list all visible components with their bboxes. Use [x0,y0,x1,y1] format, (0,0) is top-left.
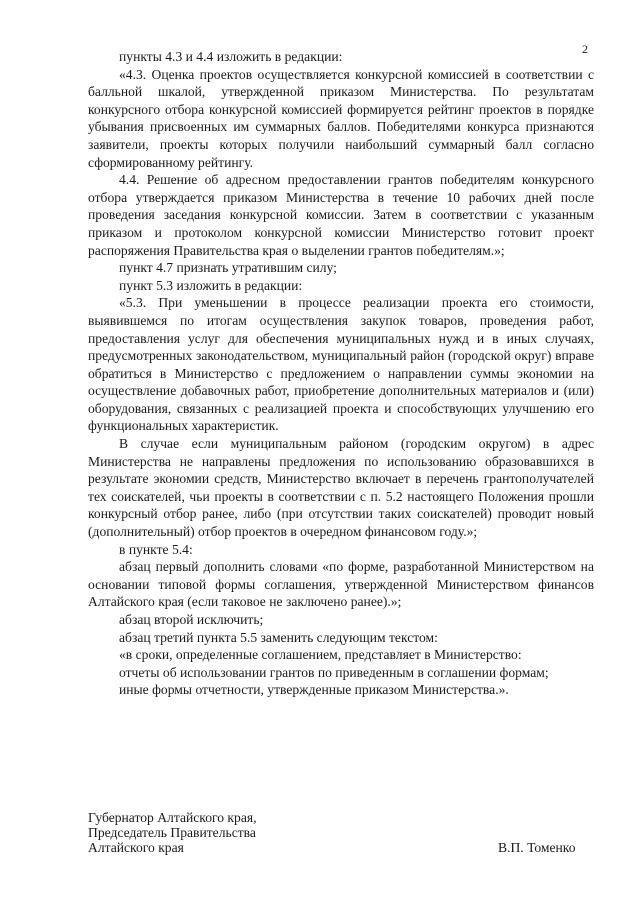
paragraph: «4.3. Оценка проектов осуществляется конкурсной комиссией в соответствии с балльной шкалой, утвержденной приказом Министерства. По результатам конкурсного отбора конкурсной комиссией формируется рейтинг проектов в порядке убывания присвоенных им суммарных баллов. Победителями конкурса признаются заявители, проекты которых получили наибольший суммарный балл согласно сформированному рейтингу. [88,66,594,170]
paragraph: отчеты об использовании грантов по приведенным в соглашении формам; [119,664,549,680]
paragraph: абзац третий пункта 5.5 заменить следующим текстом: [119,629,438,645]
paragraph: в пункте 5.4: [119,541,193,557]
signature-title-line: Алтайского края [88,840,184,855]
paragraph: «5.3. При уменьшении в процессе реализации проекта его стоимости, выявившемся по итогам осуществления закупок товаров, проведения работ, предоставления услуг для обеспечения муниципальных нужд и в иных случаях, предусмотренных законодательством, муниципальный район (городской округ) вправе обратиться в Министерство с предложением о направлении суммы экономии на осуществление добавочных работ, приобретение дополнительных материалов и (или) оборудования, связанных с реализацией проекта и способствующих улучшению его функциональных характеристик. [88,295,594,434]
signature-title-block [88,810,257,855]
document-body [88,48,594,699]
paragraph: пункт 5.3 изложить в редакции: [119,277,303,293]
paragraph: абзац первый дополнить словами «по форме, разработанной Министерством на основании типовой формы соглашения, утвержденной Министерством финансов Алтайского края (если таковое не заключено ранее).»; [88,559,594,610]
paragraph: пункты 4.3 и 4.4 изложить в редакции: [119,49,343,64]
signature-title-line: Председатель Правительства [88,825,256,840]
paragraph: «в сроки, определенные соглашением, представляет в Министерство: [119,647,522,663]
paragraph: пункт 4.7 признать утратившим силу; [119,260,337,276]
paragraph: абзац второй исключить; [119,612,264,627]
page-number: 2 [582,42,588,56]
paragraph: В случае если муниципальным районом (городским округом) в адрес Министерства не направлены предложения по использованию образовавшихся в результате экономии средств, Министерство включает в перечень грантополучателей тех соискателей, чьи проекты в соответствии с п. 5.2 настоящего Положения прошли конкурсный отбор ранее, либо (при отсутствии таких соискателей) проводит новый (дополнительный) отбор проектов в очередном финансовом году.»; [88,436,594,540]
paragraph: иные формы отчетности, утвержденные приказом Министерства.». [119,682,509,698]
paragraph: 4.4. Решение об адресном предоставлении грантов победителям конкурсного отбора утверждается приказом Министерства в течение 10 рабочих дней после проведения заседания конкурсной комиссии. Затем в соответствии с указанным приказом и протоколом конкурсной комиссии Министерство готовит проект распоряжения Правительства края о выделении грантов победителям.»; [88,172,594,258]
signatory-name: В.П. Томенко [498,840,576,855]
signature-title-line: Губернатор Алтайского края, [88,810,257,825]
